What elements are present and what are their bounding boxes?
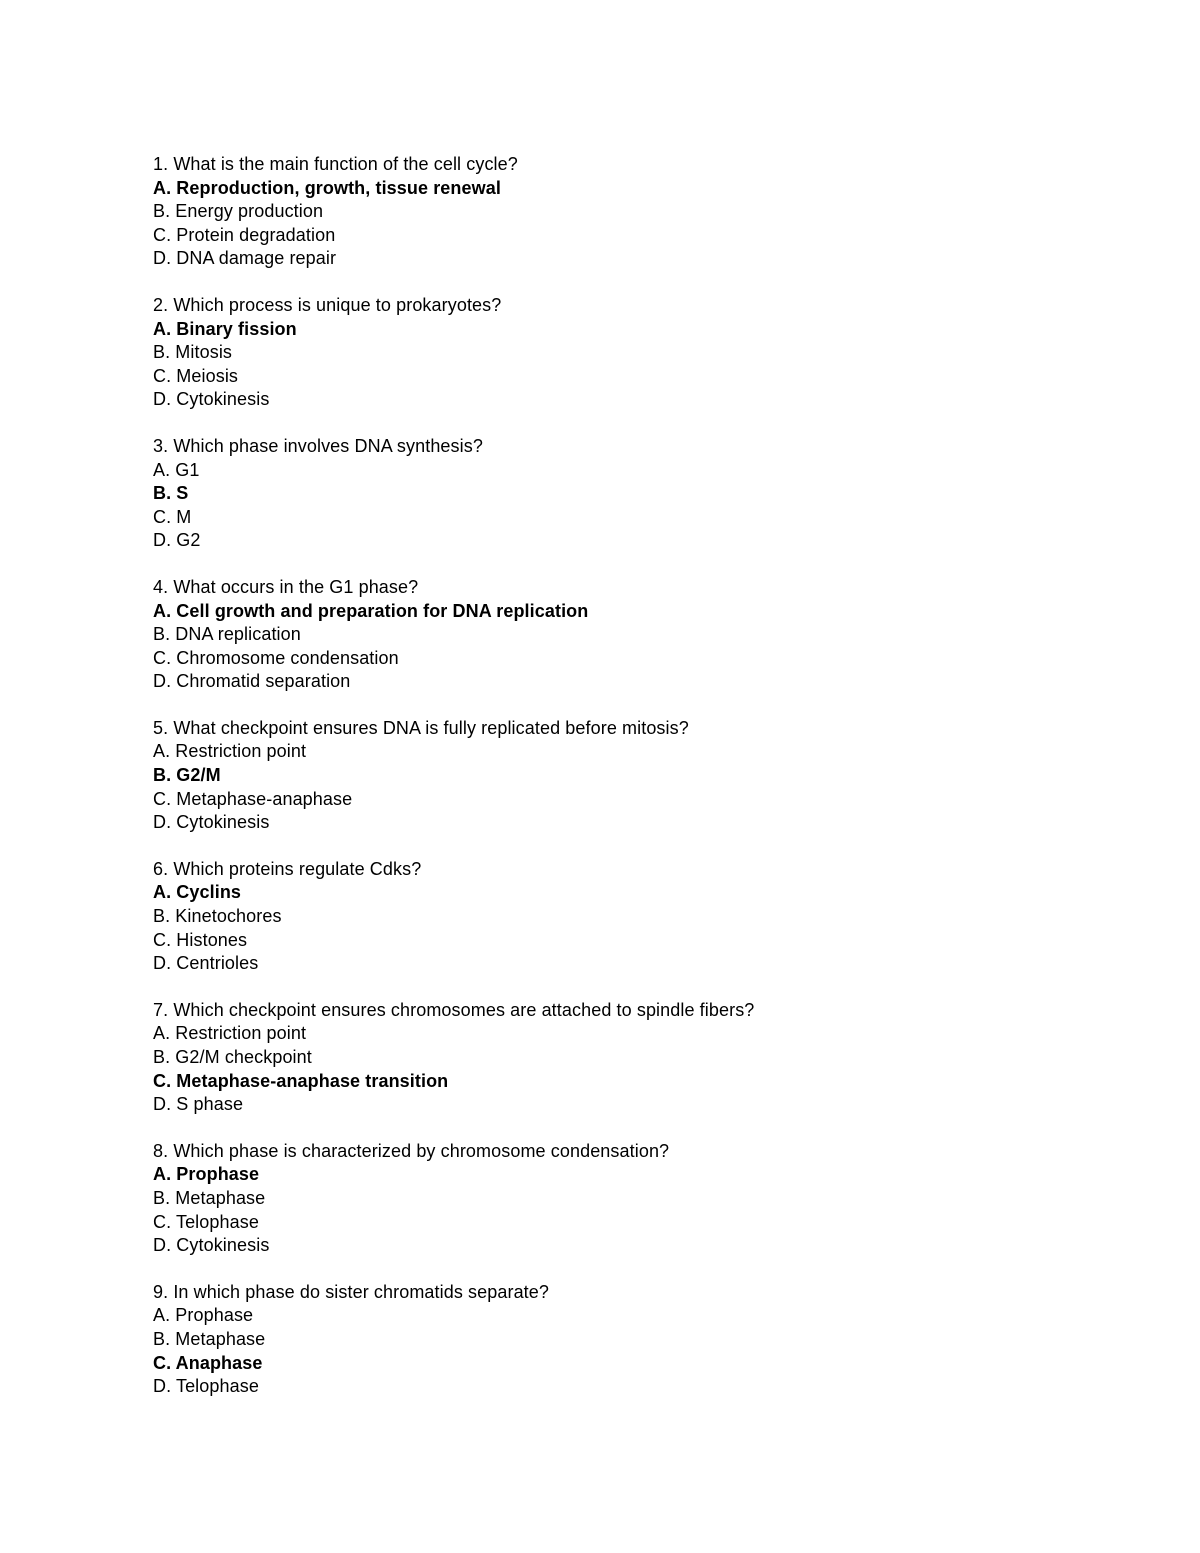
answer-option: D. Centrioles xyxy=(153,953,259,974)
answer-option: C. Metaphase-anaphase xyxy=(153,788,353,809)
answer-option: D. Telophase xyxy=(153,1376,259,1397)
answer-option-correct: A. Reproduction, growth, tissue renewal xyxy=(153,177,501,198)
answer-option: D. S phase xyxy=(153,1094,244,1115)
question-prompt: 7. Which checkpoint ensures chromosomes are attached to spindle fibers? xyxy=(153,999,755,1020)
answer-option-correct: B. G2/M xyxy=(153,765,221,786)
answer-option-correct: A. Prophase xyxy=(153,1164,260,1185)
question-6 xyxy=(153,858,1053,976)
answer-option: B. Energy production xyxy=(153,201,324,222)
answer-option: C. Histones xyxy=(153,929,248,950)
question-1 xyxy=(153,153,1053,271)
question-8 xyxy=(153,1140,1053,1258)
question-prompt: 4. What occurs in the G1 phase? xyxy=(153,576,419,597)
answer-option: C. Meiosis xyxy=(153,365,239,386)
answer-option: C. Protein degradation xyxy=(153,224,336,245)
answer-option: A. Restriction point xyxy=(153,741,307,762)
question-prompt: 2. Which process is unique to prokaryotes? xyxy=(153,294,502,315)
answer-option: D. Chromatid separation xyxy=(153,671,351,692)
answer-option: B. Mitosis xyxy=(153,342,233,363)
answer-option-correct: C. Metaphase-anaphase transition xyxy=(153,1070,449,1091)
answer-option: A. G1 xyxy=(153,459,200,480)
answer-option: B. Metaphase xyxy=(153,1328,266,1349)
question-7 xyxy=(153,999,1053,1117)
answer-option: D. G2 xyxy=(153,530,201,551)
answer-option: B. Kinetochores xyxy=(153,906,282,927)
answer-option: B. G2/M checkpoint xyxy=(153,1047,312,1067)
answer-option-correct: A. Binary fission xyxy=(153,318,297,339)
answer-option-correct: A. Cell growth and preparation for DNA replication xyxy=(153,600,589,621)
question-prompt: 9. In which phase do sister chromatids separate? xyxy=(153,1281,550,1302)
question-2 xyxy=(153,294,1053,412)
answer-option-correct: A. Cyclins xyxy=(153,882,242,903)
answer-option: A. Prophase xyxy=(153,1305,254,1326)
question-4 xyxy=(153,576,1053,694)
quiz-content xyxy=(153,153,1053,1422)
answer-option: D. Cytokinesis xyxy=(153,812,270,833)
answer-option: A. Restriction point xyxy=(153,1023,307,1044)
question-prompt: 5. What checkpoint ensures DNA is fully replicated before mitosis? xyxy=(153,717,689,738)
question-3 xyxy=(153,435,1053,553)
answer-option: D. DNA damage repair xyxy=(153,248,337,269)
question-prompt: 1. What is the main function of the cell cycle? xyxy=(153,154,518,174)
answer-option-correct: C. Anaphase xyxy=(153,1352,263,1373)
answer-option: D. Cytokinesis xyxy=(153,1235,270,1256)
answer-option: C. M xyxy=(153,506,192,527)
question-5 xyxy=(153,717,1053,835)
answer-option: C. Chromosome condensation xyxy=(153,647,399,668)
answer-option: C. Telophase xyxy=(153,1211,259,1232)
question-prompt: 8. Which phase is characterized by chromosome condensation? xyxy=(153,1140,670,1161)
question-9 xyxy=(153,1281,1053,1399)
answer-option: D. Cytokinesis xyxy=(153,389,270,410)
answer-option-correct: B. S xyxy=(153,483,189,504)
question-prompt: 6. Which proteins regulate Cdks? xyxy=(153,858,422,879)
question-prompt: 3. Which phase involves DNA synthesis? xyxy=(153,435,483,456)
answer-option: B. Metaphase xyxy=(153,1187,266,1208)
answer-option: B. DNA replication xyxy=(153,624,301,645)
